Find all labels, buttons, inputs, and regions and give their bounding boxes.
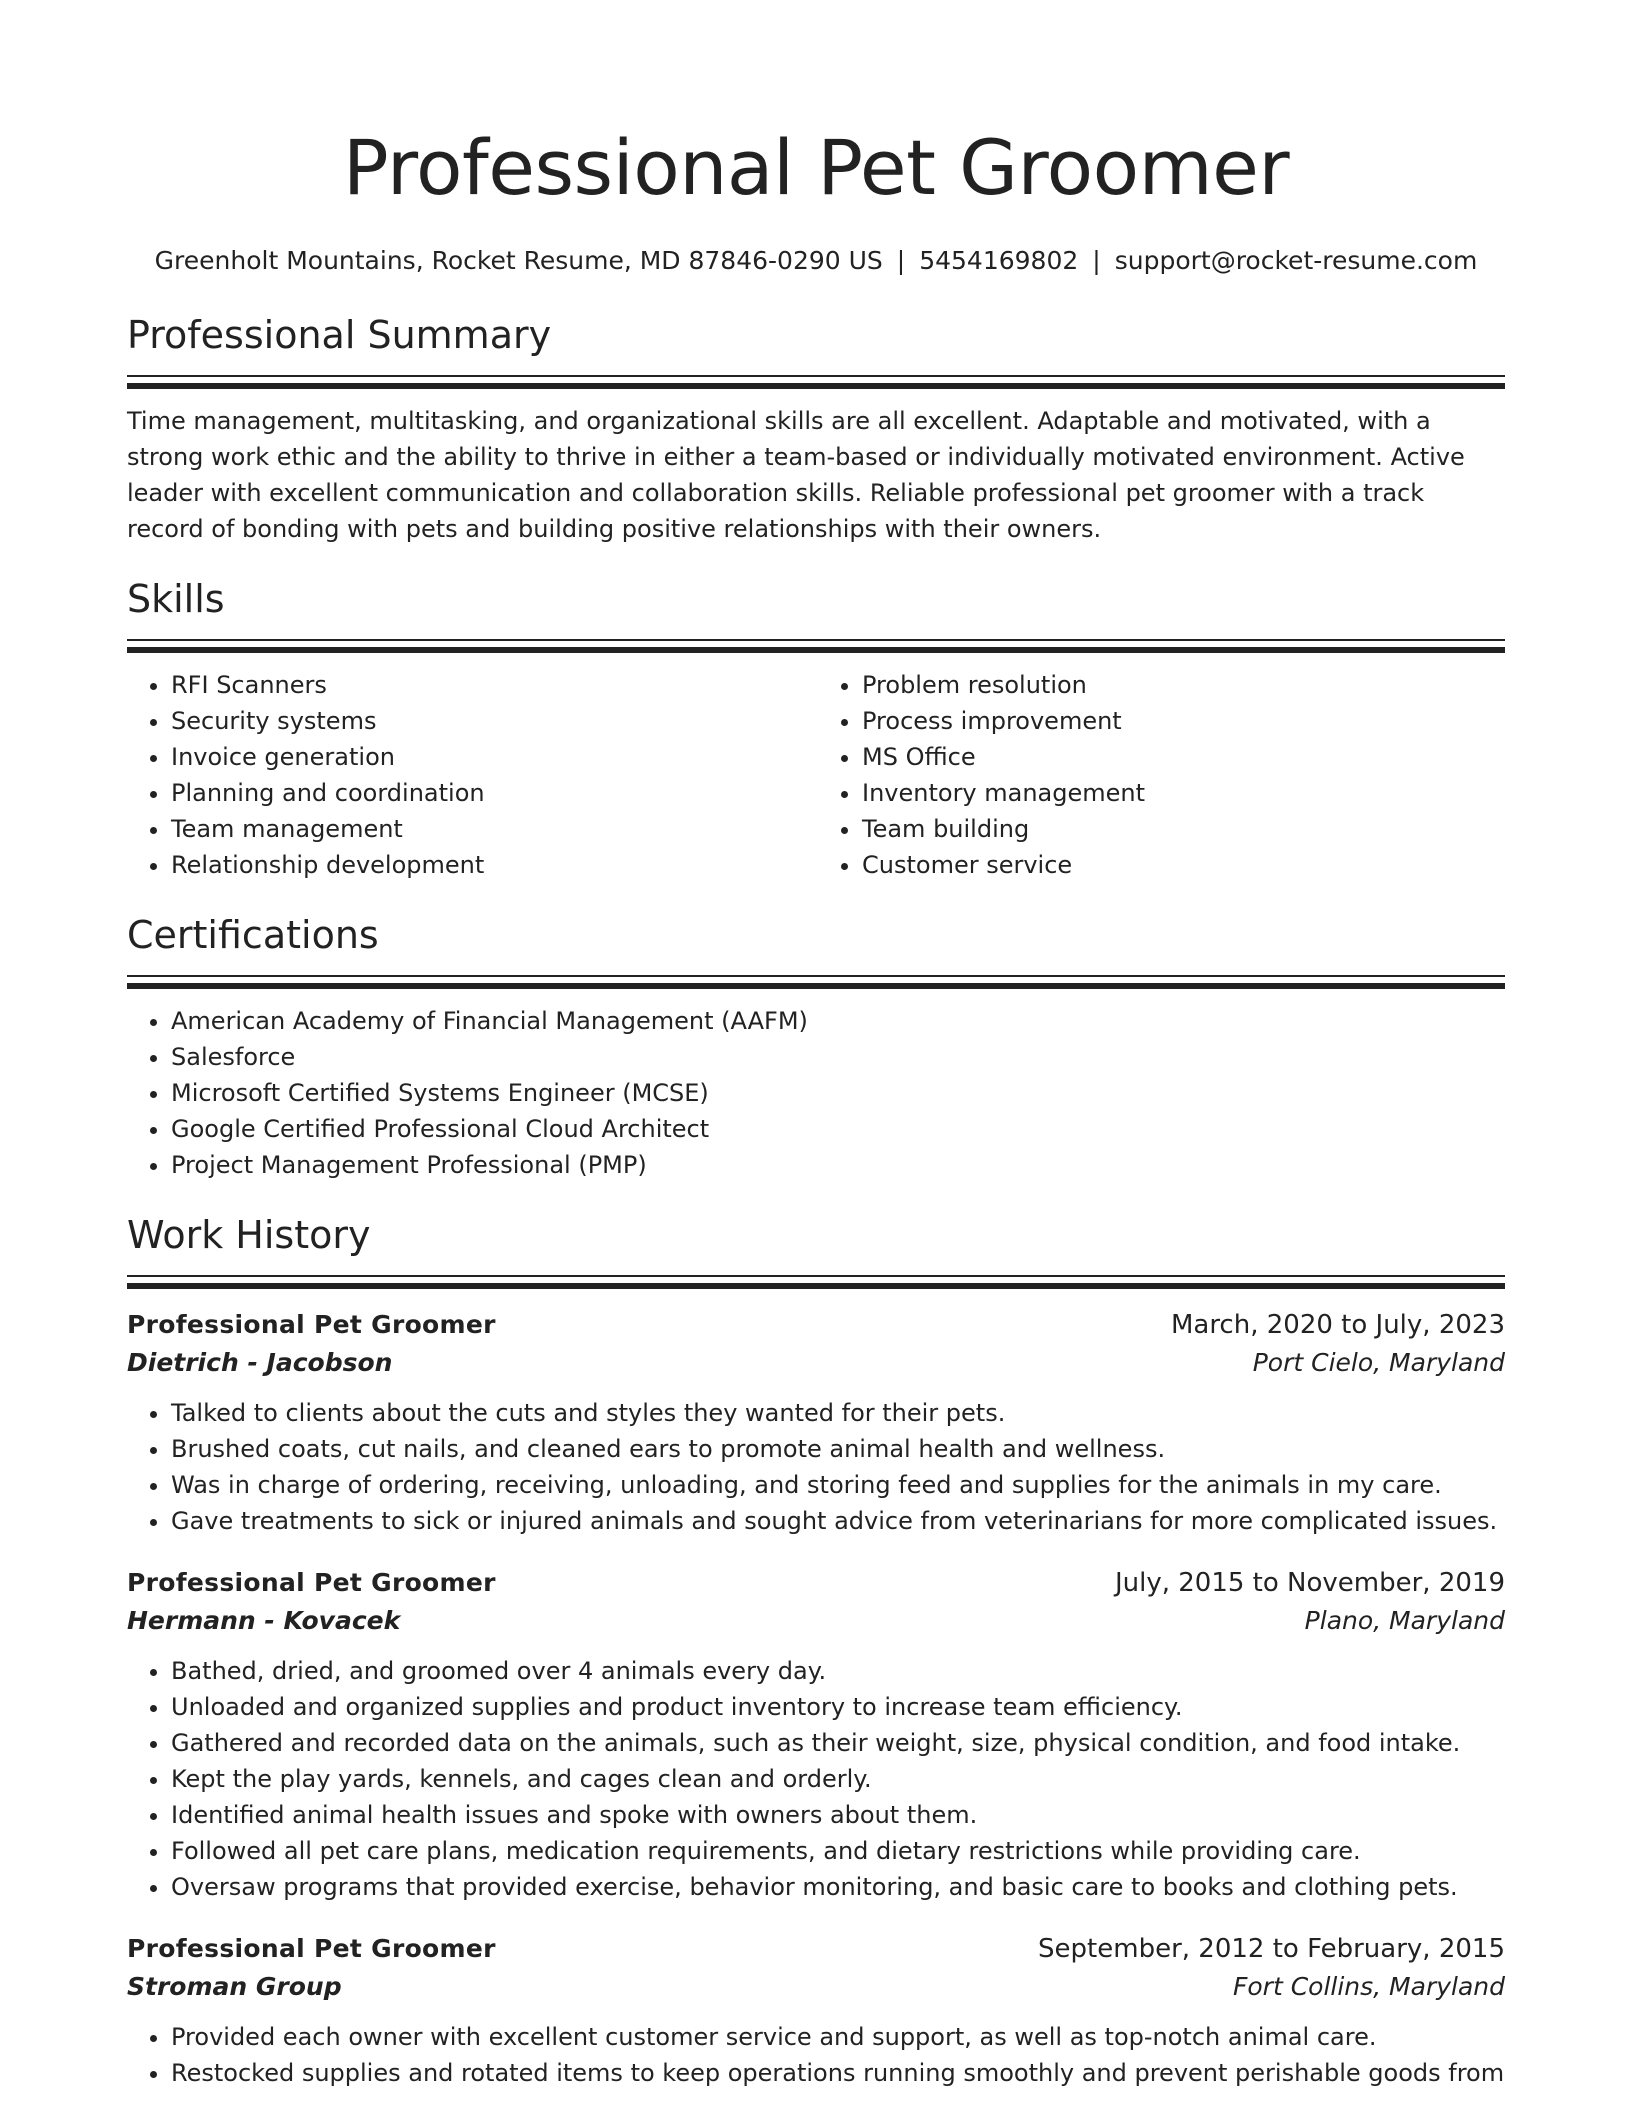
- job-bullet: • Gave treatments to sick or injured animals and sought advice from veterinarians for more complicated issues.: [171, 1503, 1505, 1539]
- skill-item: • MS Office: [862, 739, 1505, 775]
- skill-item: • Problem resolution: [862, 667, 1505, 703]
- summary-text: Time management, multitasking, and organizational skills are all excellent. Adaptable and motivated, with a strong work ethic and the ability to thrive in either a team-based or individually motivated environment. Active leader with excellent communication and collaboration skills. Reliable professional pet groomer with a track record of bonding with pets and building positive relationships with their owners.: [127, 407, 1465, 543]
- skill-item: • Planning and coordination: [171, 775, 814, 811]
- job-bullet: • Identified animal health issues and spoke with owners about them.: [171, 1797, 1505, 1833]
- certifications-section: [127, 911, 1505, 1183]
- skill-item: • Security systems: [171, 703, 814, 739]
- job-company: Dietrich - Jacobson: [127, 1348, 393, 1377]
- job-bullet: • Brushed coats, cut nails, and cleaned ears to promote animal health and wellness.: [171, 1431, 1505, 1467]
- skill-item: • Invoice generation: [171, 739, 814, 775]
- skills-columns: [127, 667, 1505, 883]
- job-location: Plano, Maryland: [1304, 1606, 1505, 1635]
- job-company: Hermann - Kovacek: [127, 1606, 401, 1635]
- skill-item: • Team building: [862, 811, 1505, 847]
- summary-heading: Professional Summary: [127, 313, 552, 357]
- job-entry: [127, 1931, 1505, 2091]
- job-bullet: • Talked to clients about the cuts and styles they wanted for their pets.: [171, 1395, 1505, 1431]
- contact-separator: |: [896, 246, 906, 275]
- section-divider: [127, 975, 1505, 989]
- skill-item: • Team management: [171, 811, 814, 847]
- skills-section: [127, 575, 1505, 883]
- job-bullet: • Unloaded and organized supplies and product inventory to increase team efficiency.: [171, 1689, 1505, 1725]
- job-bullet: • Oversaw programs that provided exercise, behavior monitoring, and basic care to books and clothing pets.: [171, 1869, 1505, 1905]
- job-entry: [127, 1565, 1505, 1905]
- skill-item: • Relationship development: [171, 847, 814, 883]
- section-divider: [127, 639, 1505, 653]
- job-bullets: [127, 2019, 1505, 2091]
- job-bullet: • Restocked supplies and rotated items to keep operations running smoothly and prevent perishable goods from: [171, 2055, 1505, 2091]
- skill-item: • Process improvement: [862, 703, 1505, 739]
- certification-item: • Project Management Professional (PMP): [171, 1147, 1505, 1183]
- skills-heading: Skills: [127, 577, 225, 621]
- certifications-heading: Certifications: [127, 913, 379, 957]
- job-bullets: [127, 1653, 1505, 1905]
- certification-item: • Microsoft Certified Systems Engineer (MCSE): [171, 1075, 1505, 1111]
- job-bullet: • Bathed, dried, and groomed over 4 animals every day.: [171, 1653, 1505, 1689]
- contact-separator: |: [1092, 246, 1101, 275]
- job-location: Port Cielo, Maryland: [1252, 1348, 1505, 1377]
- certifications-list: [127, 1003, 1505, 1183]
- skill-item: • RFI Scanners: [171, 667, 814, 703]
- job-bullet: • Kept the play yards, kennels, and cages clean and orderly.: [171, 1761, 1505, 1797]
- job-entry: [127, 1307, 1505, 1539]
- job-bullets: [127, 1395, 1505, 1539]
- job-bullet: • Was in charge of ordering, receiving, unloading, and storing feed and supplies for the animals in my care.: [171, 1467, 1505, 1503]
- skill-item: • Inventory management: [862, 775, 1505, 811]
- job-bullet: • Followed all pet care plans, medication requirements, and dietary restrictions while providing care.: [171, 1833, 1505, 1869]
- contact-phone: 5454169802: [919, 246, 1079, 275]
- summary-section: [127, 311, 1505, 547]
- contact-address: Greenholt Mountains, Rocket Resume, MD 87846-0290 US: [154, 246, 883, 275]
- section-divider: [127, 1275, 1505, 1289]
- certification-item: • Google Certified Professional Cloud Architect: [171, 1111, 1505, 1147]
- contact-line: [127, 244, 1505, 278]
- job-bullet: • Provided each owner with excellent customer service and support, as well as top-notch animal care.: [171, 2019, 1505, 2055]
- job-bullet: • Gathered and recorded data on the animals, such as their weight, size, physical condition, and food intake.: [171, 1725, 1505, 1761]
- certification-item: • Salesforce: [171, 1039, 1505, 1075]
- job-title: Professional Pet Groomer: [127, 1310, 496, 1339]
- skill-item: • Customer service: [862, 847, 1505, 883]
- job-dates: September, 2012 to February, 2015: [1038, 1934, 1505, 1964]
- job-location: Fort Collins, Maryland: [1233, 1972, 1505, 2001]
- resume-title: Professional Pet Groomer: [342, 123, 1290, 212]
- work-history-section: [127, 1211, 1505, 2091]
- contact-email[interactable]: support@rocket-resume.com: [1114, 246, 1478, 275]
- job-title: Professional Pet Groomer: [127, 1934, 496, 1963]
- job-title: Professional Pet Groomer: [127, 1568, 496, 1597]
- section-divider: [127, 375, 1505, 389]
- skills-list-left: [127, 667, 814, 883]
- certification-item: • American Academy of Financial Management (AAFM): [171, 1003, 1505, 1039]
- job-company: Stroman Group: [127, 1972, 342, 2001]
- skills-list-right: [814, 667, 1505, 883]
- work-history-heading: Work History: [127, 1213, 371, 1257]
- job-dates: July, 2015 to November, 2019: [1114, 1568, 1505, 1598]
- job-dates: March, 2020 to July, 2023: [1170, 1310, 1505, 1340]
